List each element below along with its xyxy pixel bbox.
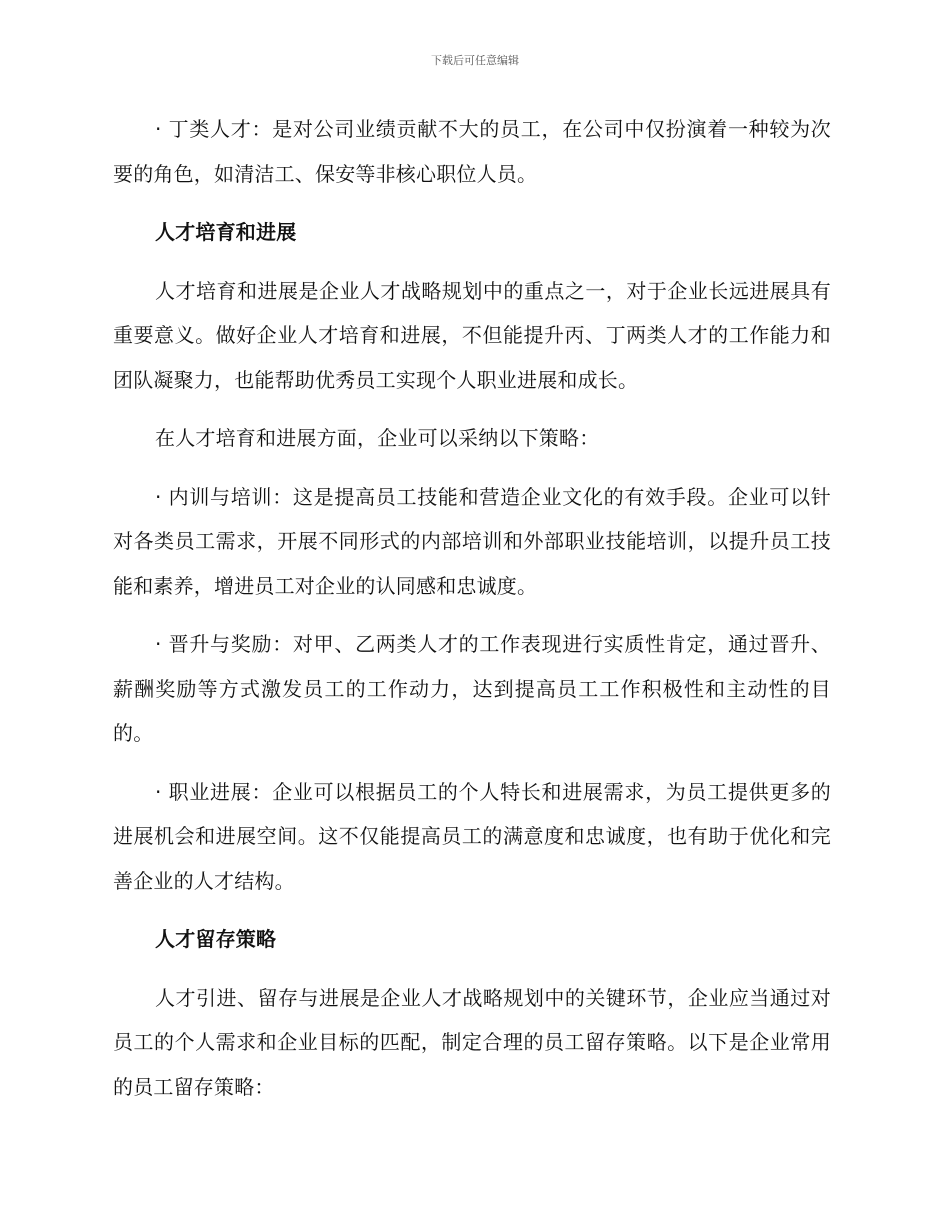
section-heading-talent-retention: 人才留存策略 <box>155 927 277 951</box>
paragraph-career-development: · 职业进展：企业可以根据员工的个人特长和进展需求，为员工提供更多的进展机会和进展空间。这不仅能提高员工的满意度和忠诚度，也有助于优化和完善企业的人才结构。 <box>113 779 831 893</box>
paragraph-training: · 内训与培训：这是提高员工技能和营造企业文化的有效手段。企业可以针对各类员工需求，开展不同形式的内部培训和外部职业技能培训，以提升员工技能和素养，增进员工对企业的认同感和忠诚度。 <box>113 484 831 598</box>
paragraph-development-intro: 人才培育和进展是企业人才战略规划中的重点之一，对于企业长远进展具有重要意义。做好企业人才培育和进展，不但能提升丙、丁两类人才的工作能力和团队凝聚力，也能帮助优秀员工实现个人职业进展和成长。 <box>113 278 831 392</box>
paragraph-promotion-reward: · 晋升与奖励：对甲、乙两类人才的工作表现进行实质性肯定，通过晋升、薪酬奖励等方式激发员工的工作动力，达到提高员工工作积极性和主动性的目的。 <box>113 632 831 745</box>
header-note: 下载后可任意编辑 <box>431 54 519 67</box>
paragraph-tier-d-talent: · 丁类人才：是对公司业绩贡献不大的员工，在公司中仅扮演着一种较为次要的角色，如清洁工、保安等非核心职位人员。 <box>113 117 831 186</box>
document-body <box>113 107 831 1123</box>
paragraph-retention-intro: 人才引进、留存与进展是企业人才战略规划中的关键环节，企业应当通过对员工的个人需求和企业目标的匹配，制定合理的员工留存策略。以下是企业常用的员工留存策略： <box>113 985 831 1099</box>
paragraph-strategy-lead: 在人才培育和进展方面，企业可以采纳以下策略： <box>155 426 600 450</box>
section-heading-talent-development: 人才培育和进展 <box>155 220 297 244</box>
